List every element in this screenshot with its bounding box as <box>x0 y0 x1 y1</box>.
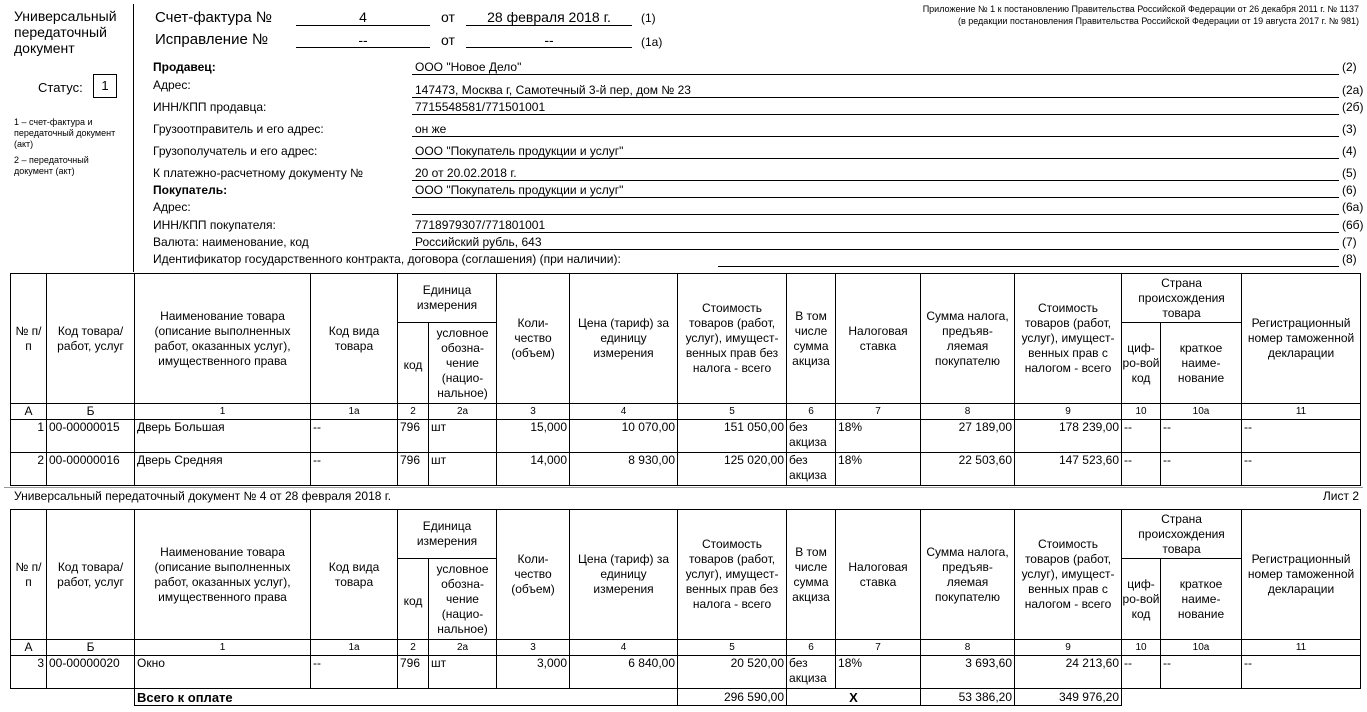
row-kind: -- <box>311 656 398 689</box>
colnum: 2а <box>429 404 497 420</box>
status-value: 1 <box>93 74 117 98</box>
row-kind: -- <box>311 453 398 486</box>
hdr-kind: Код вида товара <box>311 510 398 640</box>
consignee-code: (4) <box>1342 144 1357 158</box>
hdr-qty: Коли-чество (объем) <box>497 510 570 640</box>
status-label: Статус: <box>38 80 83 95</box>
row-customs: -- <box>1242 453 1361 486</box>
colnum: 1а <box>311 404 398 420</box>
invoice-from-label: от <box>441 9 455 25</box>
correction-number: -- <box>358 32 368 48</box>
hdr-unit: Единица измерения <box>398 510 497 559</box>
row-tax: 3 693,60 <box>921 656 1015 689</box>
correction-label: Исправление № <box>155 31 269 48</box>
colnum: 6 <box>787 640 836 656</box>
seller-code: (2) <box>1342 60 1357 74</box>
row-code: 00-00000016 <box>47 453 135 486</box>
colnum: 6 <box>787 404 836 420</box>
row-excise: без акциза <box>787 420 836 453</box>
hdr-qty: Коли-чество (объем) <box>497 274 570 404</box>
colnum: А <box>11 640 47 656</box>
hdr-unit-code: код <box>398 559 429 640</box>
row-unit-code: 796 <box>398 656 429 689</box>
colnum: 5 <box>678 640 787 656</box>
column-numbers-row <box>11 640 1361 656</box>
seller-inn-value: 7715548581/771501001 <box>415 100 546 114</box>
hdr-cost-w-tax: Стоимость товаров (работ, услуг), имущест-венных прав с налогом - всего <box>1015 510 1122 640</box>
buyer-inn-value: 7718979307/771801001 <box>415 218 546 232</box>
colnum: 5 <box>678 404 787 420</box>
row-num: 3 <box>11 656 47 689</box>
hdr-rate: Налоговая ставка <box>836 510 921 640</box>
row-qty: 14,000 <box>497 453 570 486</box>
appendix-line-2: (в редакции постановления Правительства Российской Федерации от 19 августа 2017 г. № 981) <box>957 16 1359 26</box>
hdr-cost-w-tax: Стоимость товаров (работ, услуг), имущест-венных прав с налогом - всего <box>1015 274 1122 404</box>
row-kind: -- <box>311 420 398 453</box>
colnum: 7 <box>836 404 921 420</box>
colnum: 3 <box>497 640 570 656</box>
hdr-price: Цена (тариф) за единицу измерения <box>570 510 678 640</box>
invoice-code: (1) <box>641 11 656 25</box>
hdr-cost-wo-tax: Стоимость товаров (работ, услуг), имущест-венных прав без налога - всего <box>678 510 787 640</box>
status-note-1: 1 – счет-фактура и передаточный документ (акт) <box>14 117 116 149</box>
hdr-code: Код товара/ работ, услуг <box>47 274 135 404</box>
hdr-unit: Единица измерения <box>398 274 497 323</box>
contract-code: (8) <box>1342 252 1357 266</box>
payment-doc-value: 20 от 20.02.2018 г. <box>415 166 517 180</box>
row-qty: 3,000 <box>497 656 570 689</box>
row-name: Дверь Средняя <box>135 453 311 486</box>
hdr-code: Код товара/ работ, услуг <box>47 510 135 640</box>
hdr-num: № п/п <box>11 274 47 404</box>
consignor-label: Грузоотправитель и его адрес: <box>153 122 324 136</box>
hdr-num: № п/п <box>11 510 47 640</box>
row-name: Дверь Большая <box>135 420 311 453</box>
colnum: 1 <box>135 640 311 656</box>
hdr-price: Цена (тариф) за единицу измерения <box>570 274 678 404</box>
colnum: 3 <box>497 404 570 420</box>
row-total: 24 213,60 <box>1015 656 1122 689</box>
hdr-excise: В том числе сумма акциза <box>787 274 836 404</box>
colnum: 8 <box>921 404 1015 420</box>
row-unit-code: 796 <box>398 453 429 486</box>
hdr-cost-wo-tax: Стоимость товаров (работ, услуг), имущест-венных прав без налога - всего <box>678 274 787 404</box>
colnum: Б <box>47 640 135 656</box>
document-type-title: Универсальный передаточный документ <box>14 8 117 56</box>
consignee-value: ООО "Покупатель продукции и услуг" <box>415 144 624 158</box>
colnum: 10а <box>1161 404 1242 420</box>
correction-date: -- <box>544 32 554 48</box>
row-price: 10 070,00 <box>570 420 678 453</box>
correction-from-label: от <box>441 32 455 48</box>
row-unit: шт <box>429 453 497 486</box>
status-note-2: 2 – передаточный документ (акт) <box>14 155 89 176</box>
page2-sheet-number: Лист 2 <box>1322 489 1359 503</box>
totals-cost: 296 590,00 <box>678 689 787 706</box>
row-cost: 20 520,00 <box>678 656 787 689</box>
colnum: 9 <box>1015 404 1122 420</box>
buyer-label: Покупатель: <box>153 183 228 197</box>
row-country-code: -- <box>1122 453 1161 486</box>
row-price: 6 840,00 <box>570 656 678 689</box>
hdr-unit-name: условное обозна-чение (нацио-нальное) <box>429 323 497 404</box>
totals-x-mark: Х <box>787 689 921 706</box>
row-country-name: -- <box>1161 420 1242 453</box>
row-cost: 151 050,00 <box>678 420 787 453</box>
row-tax: 22 503,60 <box>921 453 1015 486</box>
currency-label: Валюта: наименование, код <box>153 235 309 249</box>
colnum: А <box>11 404 47 420</box>
colnum: 1а <box>311 640 398 656</box>
left-separator <box>133 4 134 272</box>
hdr-customs: Регистрационный номер таможенной декларации <box>1242 510 1361 640</box>
column-numbers-row <box>11 404 1361 420</box>
row-total: 178 239,00 <box>1015 420 1122 453</box>
table-row <box>11 420 1361 453</box>
seller-address-code: (2а) <box>1342 83 1364 97</box>
page2-title: Универсальный передаточный документ № 4 от 28 февраля 2018 г. <box>14 489 392 503</box>
hdr-excise: В том числе сумма акциза <box>787 510 836 640</box>
colnum: 11 <box>1242 640 1361 656</box>
hdr-unit-code: код <box>398 323 429 404</box>
hdr-rate: Налоговая ставка <box>836 274 921 404</box>
currency-code: (7) <box>1342 235 1357 249</box>
row-country-code: -- <box>1122 656 1161 689</box>
row-rate: 18% <box>836 453 921 486</box>
seller-inn-code: (2б) <box>1342 100 1364 114</box>
totals-label: Всего к оплате <box>135 689 678 706</box>
invoice-date: 28 февраля 2018 г. <box>487 9 611 25</box>
colnum: 9 <box>1015 640 1122 656</box>
row-customs: -- <box>1242 420 1361 453</box>
row-name: Окно <box>135 656 311 689</box>
hdr-country-name: краткое наиме-нование <box>1161 323 1242 404</box>
colnum: 11 <box>1242 404 1361 420</box>
row-qty: 15,000 <box>497 420 570 453</box>
colnum: 8 <box>921 640 1015 656</box>
row-total: 147 523,60 <box>1015 453 1122 486</box>
hdr-country-code: циф-ро-вой код <box>1122 559 1161 640</box>
colnum: Б <box>47 404 135 420</box>
row-unit: шт <box>429 420 497 453</box>
hdr-customs: Регистрационный номер таможенной декларации <box>1242 274 1361 404</box>
hdr-name: Наименование товара (описание выполненных работ, оказанных услуг), имущественного права <box>135 510 311 640</box>
colnum: 4 <box>570 404 678 420</box>
table-row <box>11 453 1361 486</box>
row-excise: без акциза <box>787 453 836 486</box>
colnum: 7 <box>836 640 921 656</box>
goods-table-page2 <box>10 509 1361 706</box>
contract-label: Идентификатор государственного контракта, договора (соглашения) (при наличии): <box>153 252 621 266</box>
colnum: 1 <box>135 404 311 420</box>
page-break-line <box>4 487 1363 488</box>
row-country-name: -- <box>1161 656 1242 689</box>
colnum: 10а <box>1161 640 1242 656</box>
consignor-value: он же <box>415 122 447 136</box>
hdr-country-code: циф-ро-вой код <box>1122 323 1161 404</box>
buyer-code: (6) <box>1342 183 1357 197</box>
consignor-code: (3) <box>1342 122 1357 136</box>
row-price: 8 930,00 <box>570 453 678 486</box>
hdr-tax: Сумма налога, предъяв-ляемая покупателю <box>921 274 1015 404</box>
row-country-code: -- <box>1122 420 1161 453</box>
colnum: 2 <box>398 640 429 656</box>
row-excise: без акциза <box>787 656 836 689</box>
row-unit-code: 796 <box>398 420 429 453</box>
hdr-tax: Сумма налога, предъяв-ляемая покупателю <box>921 510 1015 640</box>
hdr-kind: Код вида товара <box>311 274 398 404</box>
row-tax: 27 189,00 <box>921 420 1015 453</box>
totals-row <box>11 689 1361 706</box>
colnum: 2а <box>429 640 497 656</box>
row-customs: -- <box>1242 656 1361 689</box>
colnum: 2 <box>398 404 429 420</box>
correction-code: (1а) <box>641 35 663 49</box>
invoice-number: 4 <box>359 9 367 25</box>
consignee-label: Грузополучатель и его адрес: <box>153 144 318 158</box>
buyer-address-code: (6а) <box>1342 200 1364 214</box>
colnum: 4 <box>570 640 678 656</box>
currency-value: Российский рубль, 643 <box>415 235 542 249</box>
payment-doc-label: К платежно-расчетному документу № <box>153 166 364 180</box>
row-num: 1 <box>11 420 47 453</box>
row-unit: шт <box>429 656 497 689</box>
seller-label: Продавец: <box>153 60 216 74</box>
hdr-country-name: краткое наиме-нование <box>1161 559 1242 640</box>
buyer-inn-label: ИНН/КПП покупателя: <box>153 218 276 232</box>
row-code: 00-00000020 <box>47 656 135 689</box>
seller-address-label: Адрес: <box>153 78 191 92</box>
seller-address-value: 147473, Москва г, Самотечный 3-й пер, дом № 23 <box>415 83 691 97</box>
invoice-label: Счет-фактура № <box>155 9 272 26</box>
row-cost: 125 020,00 <box>678 453 787 486</box>
totals-tax: 53 386,20 <box>921 689 1015 706</box>
seller-value: ООО "Новое Дело" <box>415 60 522 74</box>
colnum: 10 <box>1122 640 1161 656</box>
appendix-line-1: Приложение № 1 к постановлению Правительства Российской Федерации от 26 декабря 2011 г. № 1137 <box>922 4 1359 14</box>
hdr-unit-name: условное обозна-чение (нацио-нальное) <box>429 559 497 640</box>
seller-inn-label: ИНН/КПП продавца: <box>153 100 267 114</box>
payment-doc-code: (5) <box>1342 166 1357 180</box>
row-rate: 18% <box>836 656 921 689</box>
row-rate: 18% <box>836 420 921 453</box>
goods-table-page1 <box>10 273 1361 486</box>
buyer-value: ООО "Покупатель продукции и услуг" <box>415 183 624 197</box>
table-row <box>11 656 1361 689</box>
hdr-country: Страна происхождения товара <box>1122 510 1242 559</box>
buyer-address-label: Адрес: <box>153 200 191 214</box>
row-num: 2 <box>11 453 47 486</box>
hdr-country: Страна происхождения товара <box>1122 274 1242 323</box>
row-code: 00-00000015 <box>47 420 135 453</box>
hdr-name: Наименование товара (описание выполненных работ, оказанных услуг), имущественного права <box>135 274 311 404</box>
buyer-inn-code: (6б) <box>1342 218 1364 232</box>
totals-total: 349 976,20 <box>1015 689 1122 706</box>
colnum: 10 <box>1122 404 1161 420</box>
row-country-name: -- <box>1161 453 1242 486</box>
